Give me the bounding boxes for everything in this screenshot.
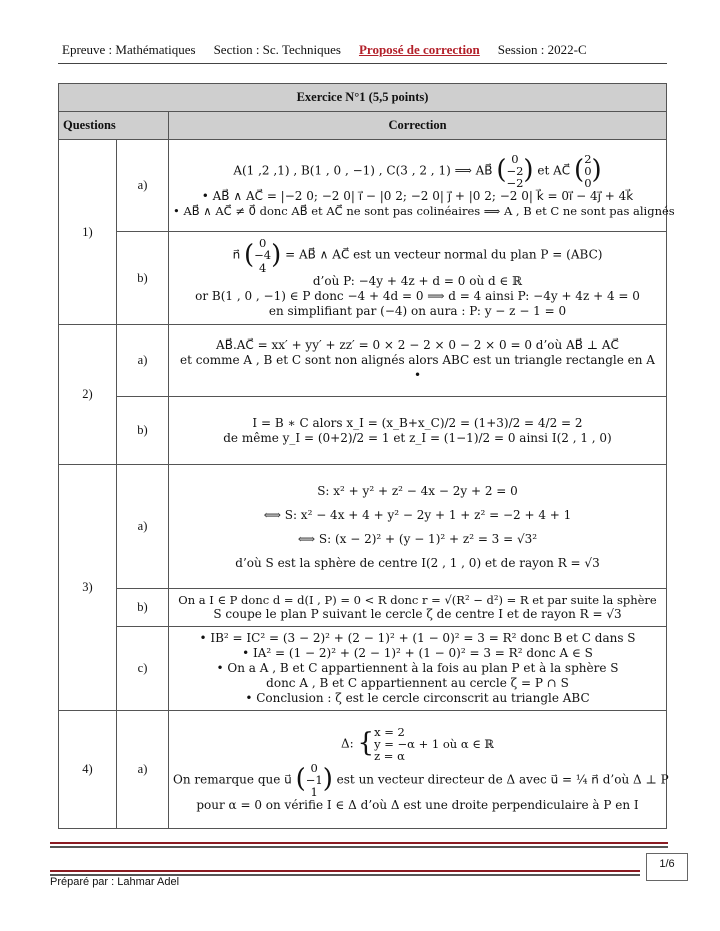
- vAC-x: 2: [584, 151, 592, 166]
- vector-AB: ( 0 −2 −2): [496, 151, 534, 190]
- q1-b-line3: or B(1 , 0 , −1) ∈ P donc −4 + 4d = 0 ⟹ d = 4 ainsi P: −4y + 4z + 4 = 0: [195, 288, 640, 303]
- q1-b-line4: en simplifiant par (−4) on aura : P: y − z − 1 = 0: [268, 303, 567, 318]
- q1-b-line1: [173, 237, 662, 273]
- q1-b-line1-pre: n⃗: [232, 248, 241, 262]
- q1-a-label: a): [117, 140, 169, 232]
- q4-a-line2: [173, 761, 669, 800]
- q3-a-content: [169, 465, 667, 589]
- q3-c-line3: • On a A , B et C appartiennent à la fois au plan P et à la sphère S: [216, 661, 619, 675]
- q3-a-line1: S: x² + y² + z² − 4x − 2y + 2 = 0: [317, 483, 518, 498]
- q4-a-content: [169, 711, 667, 829]
- q2-a-content: [169, 325, 667, 397]
- q3-a-line4: d’où S est la sphère de centre I(2 , 1 , 0) et de rayon R = √3: [235, 555, 600, 570]
- q3-c-content: [169, 627, 667, 711]
- question-number-2: 2): [59, 325, 117, 465]
- q1-a-line3: • AB⃗ ∧ AC⃗ ≠ 0⃗ donc AB⃗ et AC⃗ ne sont pas colinéaires ⟹ A , B et C ne sont pas alignés: [173, 203, 675, 218]
- vn-x: 0: [258, 236, 267, 251]
- prepared-by: Préparé par : Lahmar Adel: [50, 876, 180, 888]
- vn-z: 4: [258, 260, 267, 275]
- q1-a-line1-mid: et AC⃗: [537, 163, 571, 178]
- vAC-z: 0: [584, 175, 592, 190]
- q4-a-line3: pour α = 0 on vérifie I ∈ Δ d’où Δ est une droite perpendiculaire à P en I: [196, 798, 639, 813]
- page-number: 1/6: [646, 853, 688, 881]
- q1-b-line2: d’où P: −4y + 4z + d = 0 où d ∈ ℝ: [312, 273, 523, 288]
- delta-eq-y: y = −α + 1 où α ∈ ℝ: [374, 736, 494, 751]
- question-number-3: 3): [59, 465, 117, 711]
- header-divider: [58, 63, 667, 64]
- q3-c-line4: donc A , B et C appartiennent au cercle ζ = P ∩ S: [266, 676, 569, 690]
- q1-b-content: [169, 232, 667, 325]
- vAB-x: 0: [511, 151, 519, 166]
- delta-eq-x: x = 2: [374, 724, 405, 739]
- session-label: Session : 2022-C: [497, 42, 587, 57]
- q1-b-line1-post: = AB⃗ ∧ AC⃗ est un vecteur normal du plan P = (ABC): [285, 248, 603, 262]
- q3-c-line5: • Conclusion : ζ est le cercle circonscrit au triangle ABC: [245, 691, 590, 705]
- q2-a-label: a): [117, 325, 169, 397]
- delta-label: Δ:: [341, 736, 354, 751]
- q2-a-line1: AB⃗.AC⃗ = xx′ + yy′ + zz′ = 0 × 2 − 2 × 0 − 2 × 0 = 0 d’où AB⃗ ⊥ AC⃗: [216, 338, 619, 352]
- q3-b-label: b): [117, 589, 169, 627]
- vector-n: ( 0 −4 4 ): [244, 236, 282, 275]
- vn-y: −4: [254, 248, 272, 263]
- q3-c-line2: • IA² = (1 − 2)² + (2 − 1)² + (1 − 0)² = 3 = R² donc A ∈ S: [242, 646, 593, 660]
- q1-a-content: [169, 140, 675, 232]
- q4-a-label: a): [117, 711, 169, 829]
- q4-a-line2-pre: On remarque que u⃗: [173, 772, 292, 787]
- q3-a-line3: ⟺ S: (x − 2)² + (y − 1)² + z² = 3 = √3²: [297, 531, 538, 546]
- footer-line-top: [50, 842, 668, 844]
- vu-x: 0: [310, 761, 318, 775]
- delta-eq-z: z = α: [374, 748, 405, 763]
- q1-a-line1: [173, 153, 662, 189]
- question-number-1: 1): [59, 140, 117, 325]
- q3-c-label: c): [117, 627, 169, 711]
- q3-b-content: [169, 589, 667, 627]
- vAB-y: −2: [506, 163, 524, 178]
- exercise-title: Exercice N°1 (5,5 points): [59, 84, 667, 112]
- q3-c-line1: • IB² = IC² = (3 − 2)² + (2 − 1)² + (1 − 0)² = 3 = R² donc B et C dans S: [199, 631, 636, 645]
- q3-a-line2: ⟺ S: x² − 4x + 4 + y² − 2y + 1 + z² = −2 + 4 + 1: [263, 507, 572, 522]
- q2-b-line1: I = B ∗ C alors x_I = (x_B+x_C)/2 = (1+3)/2 = 4/2 = 2: [252, 415, 583, 430]
- vAB-z: −2: [506, 175, 524, 190]
- delta-system: {x = 2 y = −α + 1 où α ∈ ℝ z = α: [357, 724, 494, 763]
- q4-a-line1: [173, 726, 662, 762]
- q3-a-label: a): [117, 465, 169, 589]
- q1-b-label: b): [117, 232, 169, 325]
- questions-header: Questions: [59, 112, 169, 140]
- q3-b-line1: On a I ∈ P donc d = d(I , P) = 0 < R donc r = √(R² − d²) = R et par suite la sphère: [178, 592, 657, 607]
- section-label: Section : Sc. Techniques: [213, 42, 341, 57]
- correction-table: [58, 83, 675, 829]
- footer-line-bottom: [50, 870, 640, 872]
- q2-a-line2: et comme A , B et C sont non alignés alors ABC est un triangle rectangle en A: [180, 353, 655, 367]
- vu-y: −1: [305, 773, 323, 788]
- page-header: [62, 42, 690, 62]
- footer-line-top-shadow: [50, 846, 668, 848]
- question-number-4: 4): [59, 711, 117, 829]
- q2-b-label: b): [117, 397, 169, 465]
- q3-b-line2: S coupe le plan P suivant le cercle ζ de centre I et de rayon R = √3: [213, 607, 622, 622]
- q4-a-line2-post: est un vecteur directeur de Δ avec u⃗ = ¼ n⃗ d’où Δ ⊥ P: [336, 772, 669, 787]
- subject-label: Epreuve : Mathématiques: [62, 42, 196, 57]
- vector-u: ( 0 −1 1 ): [295, 761, 333, 800]
- vector-AC: (2 0 0): [574, 151, 602, 190]
- q2-b-line2: de même y_I = (0+2)/2 = 1 et z_I = (1−1)/2 = 0 ainsi I(2 , 1 , 0): [223, 430, 612, 445]
- vu-z: 1: [310, 785, 318, 800]
- correction-header: Correction: [169, 112, 667, 140]
- correction-label: Proposé de correction: [358, 42, 480, 57]
- q2-b-content: [169, 397, 667, 465]
- vAC-y: 0: [584, 163, 592, 178]
- q1-a-line2: • AB⃗ ∧ AC⃗ = |−2 0; −2 0| i⃗ − |0 2; −2 0| j⃗ + |0 2; −2 0| k⃗ = 0i⃗ − 4j⃗ + 4k⃗: [201, 188, 634, 203]
- q1-a-line1-pre: A(1 ,2 ,1) , B(1 , 0 , −1) , C(3 , 2 , 1) ⟹ AB⃗: [233, 163, 493, 178]
- q2-a-line3: •: [413, 368, 422, 382]
